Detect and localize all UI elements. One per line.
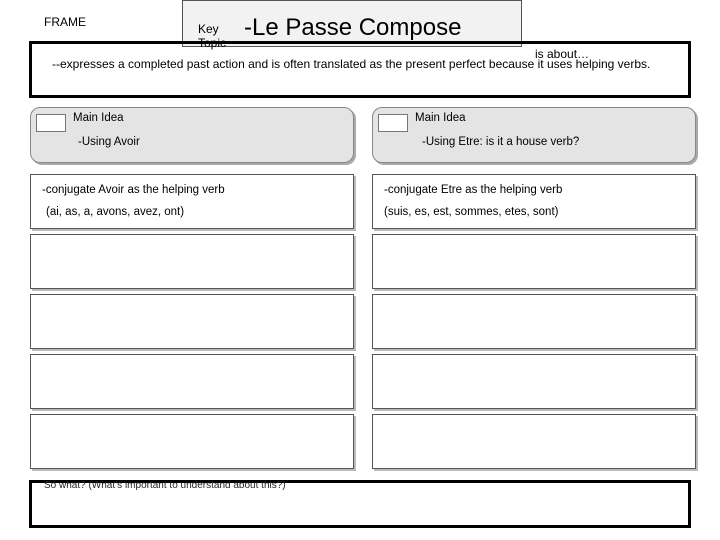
main-idea-checkbox-right[interactable] <box>378 114 408 132</box>
is-about-label: is about… <box>535 47 590 61</box>
detail-box-right-3 <box>372 294 696 349</box>
detail-box-right-1 <box>372 174 696 229</box>
frame-label: FRAME <box>44 15 86 29</box>
main-idea-label-left: Main Idea <box>73 112 124 124</box>
detail-box-left-1 <box>30 174 354 229</box>
detail-box-right-5 <box>372 414 696 469</box>
main-idea-text-left: -Using Avoir <box>78 136 140 148</box>
detail-text-left-1: -conjugate Avoir as the helping verb <box>42 184 225 196</box>
detail-box-right-4 <box>372 354 696 409</box>
detail-box-left-5 <box>30 414 354 469</box>
main-idea-text-right: -Using Etre: is it a house verb? <box>422 136 580 148</box>
main-idea-label-right: Main Idea <box>415 112 466 124</box>
detail-box-left-2 <box>30 234 354 289</box>
detail-text-right-1: -conjugate Etre as the helping verb <box>384 184 563 196</box>
main-idea-checkbox-left[interactable] <box>36 114 66 132</box>
topic-title: -Le Passe Compose <box>244 14 462 41</box>
detail-text-right-2: (suis, es, est, sommes, etes, sont) <box>384 206 559 218</box>
key-topic-label-line1: Key <box>198 22 219 36</box>
detail-box-left-3 <box>30 294 354 349</box>
key-topic-label-line2: Topic <box>198 36 227 50</box>
detail-box-right-2 <box>372 234 696 289</box>
is-about-text: --expresses a completed past action and is often translated as the present perfect because it uses helping verbs. <box>52 57 651 71</box>
so-what-label: So what? (What’s important to understand about this?) <box>44 480 286 491</box>
detail-box-left-4 <box>30 354 354 409</box>
detail-text-left-2: (ai, as, a, avons, avez, ont) <box>46 206 185 218</box>
